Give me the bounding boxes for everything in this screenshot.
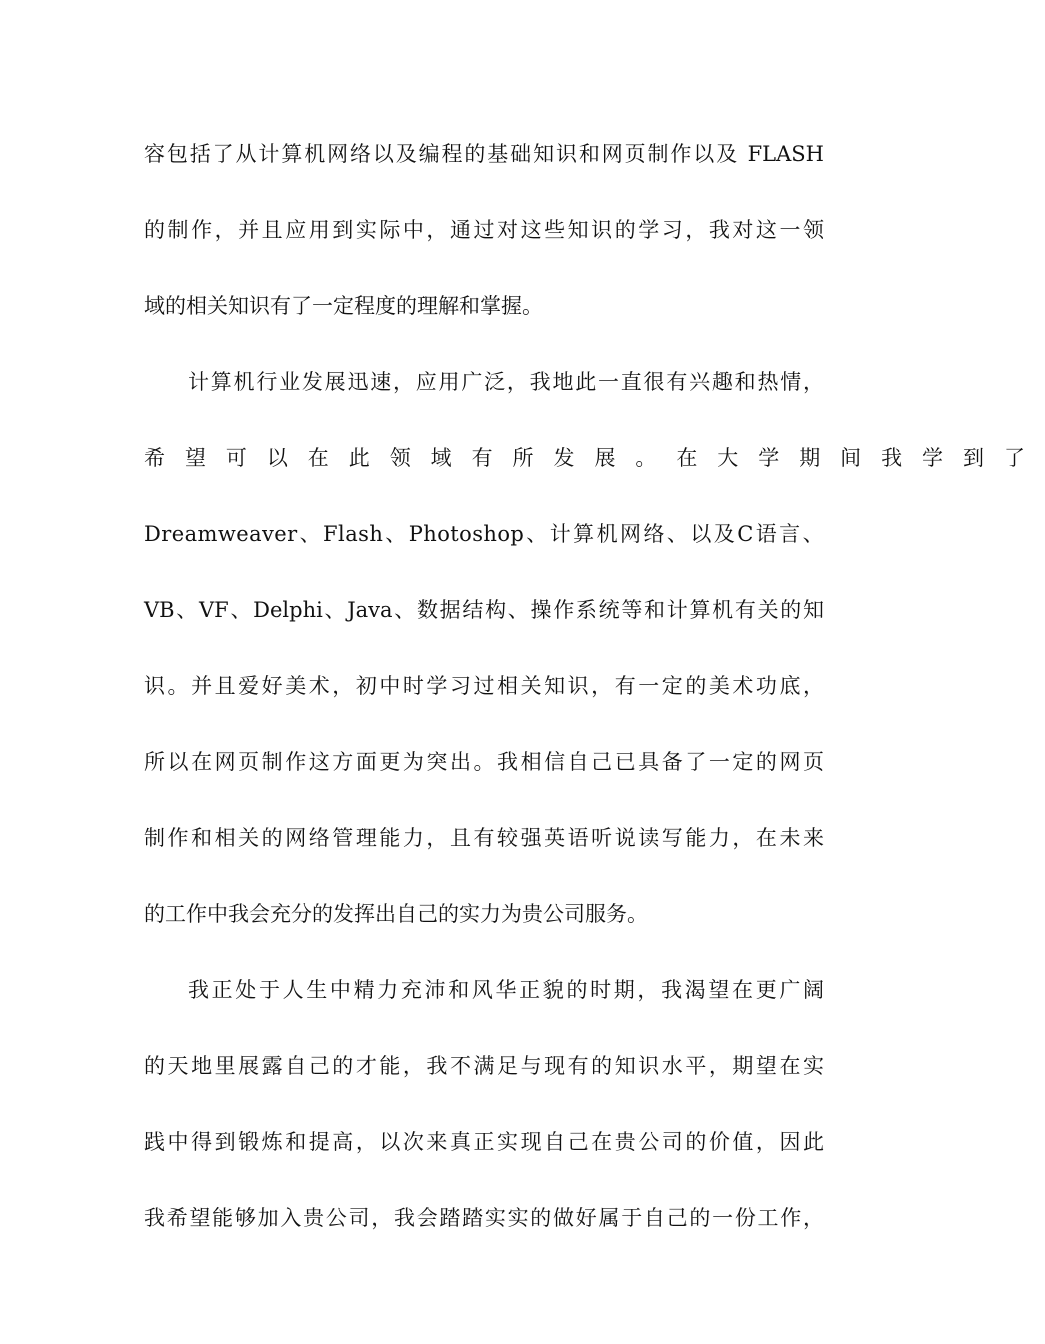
text-line: Dreamweaver、Flash、Photoshop、计算机网络、以及C语言、 [144, 522, 824, 546]
text-line: 希望可以在此领域有所发展。在大学期间我学到了 [144, 446, 1045, 470]
paragraph-first-line: 计算机行业发展迅速，应用广泛，我地此一直很有兴趣和热情， [188, 370, 824, 394]
text-line: 的工作中我会充分的发挥出自己的实力为贵公司服务。 [144, 902, 648, 926]
text-line: 的天地里展露自己的才能，我不满足与现有的知识水平，期望在实 [144, 1054, 824, 1078]
paragraph-first-line: 我正处于人生中精力充沛和风华正貌的时期，我渴望在更广阔 [188, 978, 824, 1002]
text-line: 我希望能够加入贵公司，我会踏踏实实的做好属于自己的一份工作， [144, 1206, 824, 1230]
text-line: 识。并且爱好美术，初中时学习过相关知识，有一定的美术功底， [144, 674, 824, 698]
text-line: 践中得到锻炼和提高，以次来真正实现自己在贵公司的价值，因此 [144, 1130, 824, 1154]
text-line: 的制作，并且应用到实际中，通过对这些知识的学习，我对这一领 [144, 218, 824, 242]
text-line: 容包括了从计算机网络以及编程的基础知识和网页制作以及 FLASH [144, 142, 824, 166]
document-body [144, 134, 1045, 1274]
text-line: 域的相关知识有了一定程度的理解和掌握。 [144, 294, 543, 318]
text-line: 制作和相关的网络管理能力，且有较强英语听说读写能力，在未来 [144, 826, 824, 850]
text-line: VB、VF、Delphi、Java、数据结构、操作系统等和计算机有关的知 [144, 598, 824, 622]
text-line: 所以在网页制作这方面更为突出。我相信自己已具备了一定的网页 [144, 750, 824, 774]
